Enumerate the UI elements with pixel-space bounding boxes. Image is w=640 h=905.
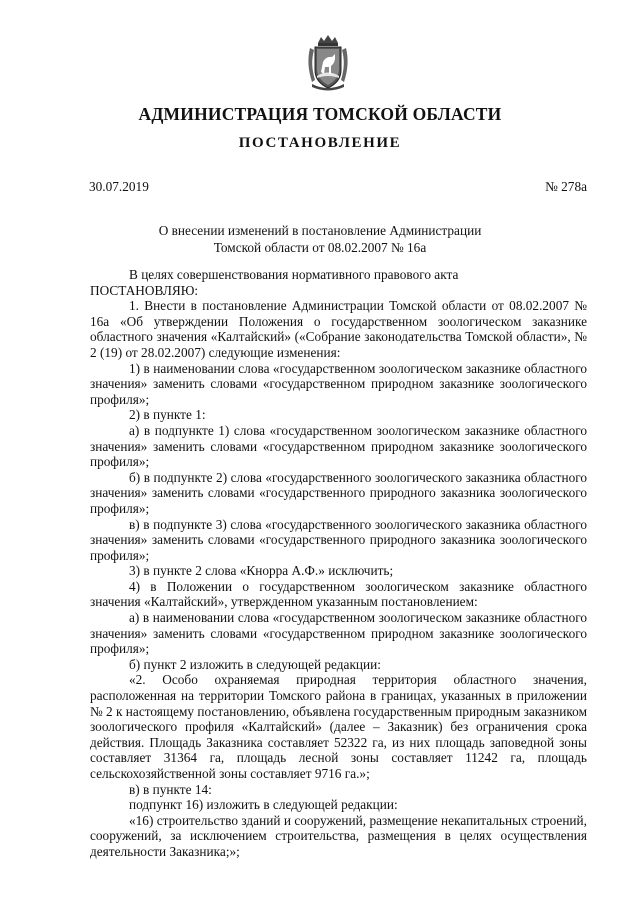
body-paragraph: ПОСТАНОВЛЯЮ: bbox=[90, 282, 199, 298]
body-paragraph: 2) в пункте 1: bbox=[129, 407, 206, 423]
body-paragraph: а) в наименовании слова «государственном зоологическом заказнике областного значения» заменить словами «государственном природном заказнике зоологического профиля»; bbox=[90, 610, 587, 657]
document-subject bbox=[0, 222, 640, 256]
body-paragraph: в) в подпункте 3) слова «государственного зоологического заказника областного значения» заменить словами «государственного природного заказника зоологического профиля»; bbox=[90, 516, 587, 563]
document-type-title: ПОСТАНОВЛЕНИЕ bbox=[238, 135, 402, 151]
body-paragraph: «2. Особо охраняемая природная территория областного значения, расположенная на территории Томского района в границах, указанных в приложении № 2 к настоящему постановлению, объявлена государственным природным заказником зоологического профиля «Калтайский» (далее – Заказник) без ограничения срока действия. Площадь Заказника составляет 52322 га, из них площадь заповедной зоны составляет 31364 га, площадь лесной зоны составляет 11242 га, площадь сельскохозяйственной зоны составляет 9716 га.»; bbox=[90, 672, 587, 781]
body-paragraph: в) в пункте 14: bbox=[129, 781, 212, 797]
body-paragraph: В целях совершенствования нормативного правового акта bbox=[129, 267, 459, 282]
organization-title: АДМИНИСТРАЦИЯ ТОМСКОЙ ОБЛАСТИ bbox=[138, 104, 502, 124]
body-paragraph: «16) строительство зданий и сооружений, размещение некапитальных строений, сооружений, за исключением строительства, размещения в целях осуществления деятельности Заказника;»; bbox=[90, 812, 587, 859]
subject-line-1: О внесении изменений в постановление Администрации bbox=[158, 223, 482, 238]
body-paragraph: 4) в Положении о государственном зоологическом заказнике областного значения «Калтайский», утвержденном указанным постановлением: bbox=[90, 578, 587, 610]
body-paragraph: б) пункт 2 изложить в следующей редакции: bbox=[129, 656, 381, 672]
body-paragraph: а) в подпункте 1) слова «государственном зоологическом заказнике областного значения» заменить словами «государственном природном заказнике зоологического профиля»; bbox=[90, 422, 587, 470]
body-paragraph: 1) в наименовании слова «государственном зоологическом заказнике областного значения» заменить словами «государственном природном заказнике зоологического профиля»; bbox=[90, 360, 587, 407]
subject-line-2: Томской области от 08.02.2007 № 16а bbox=[213, 240, 427, 255]
document-date: 30.07.2019 bbox=[89, 179, 149, 194]
document-number: № 278а bbox=[545, 179, 587, 194]
body-paragraph: 3) в пункте 2 слова «Кнорра А.Ф.» исключить; bbox=[129, 563, 394, 579]
coat-of-arms-emblem bbox=[304, 34, 352, 92]
body-paragraph: подпункт 16) изложить в следующей редакции: bbox=[129, 797, 398, 813]
document-body bbox=[90, 267, 587, 860]
body-paragraph: б) в подпункте 2) слова «государственного зоологического заказника областного значения» заменить словами «государственного природного заказника зоологического профиля»; bbox=[90, 469, 587, 516]
body-paragraph: 1. Внести в постановление Администрации Томской области от 08.02.2007 № 16а «Об утверждении Положения о государственном зоологическом заказнике областного значения «Калтайский» («Собрание законодательства Томской области», № 2 (19) от 28.02.2007) следующие изменения: bbox=[90, 298, 587, 360]
